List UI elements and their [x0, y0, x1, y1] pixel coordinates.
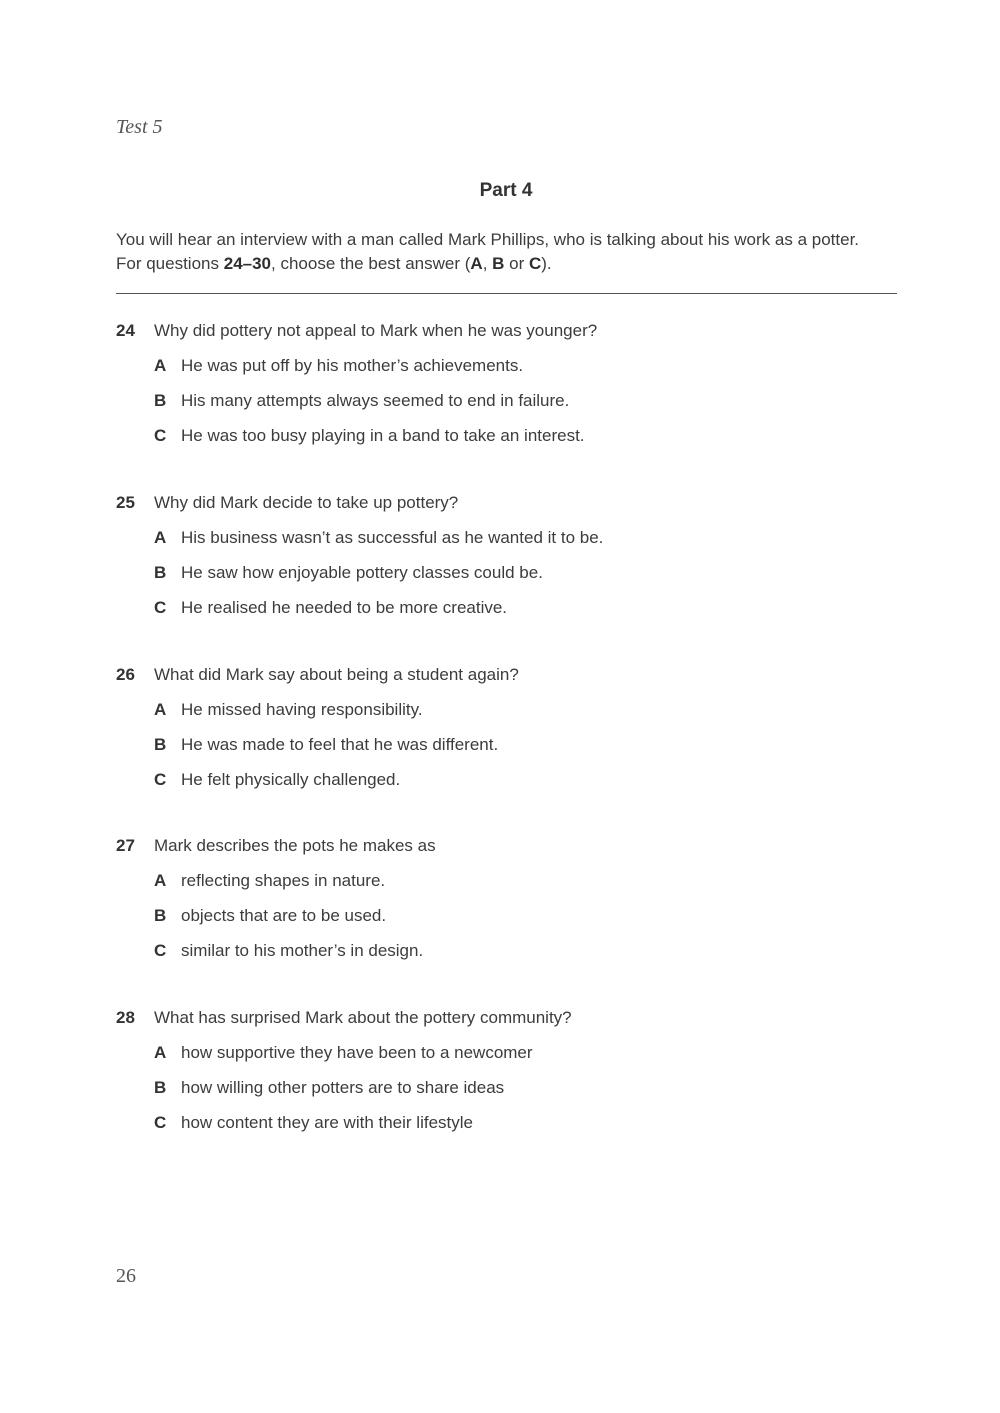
option-b[interactable] [116, 561, 916, 596]
option-a[interactable] [116, 354, 916, 389]
option-letter: B [154, 391, 167, 410]
option-letter: C [154, 770, 167, 789]
option-letter: A [154, 700, 167, 719]
question-stem: Why did Mark decide to take up pottery? [154, 493, 459, 512]
section-divider [116, 293, 897, 294]
question-stem: Why did pottery not appeal to Mark when he was younger? [154, 321, 598, 340]
option-text: He felt physically challenged. [181, 770, 401, 789]
question-28 [116, 1006, 916, 1146]
option-b[interactable] [116, 389, 916, 424]
option-text: He realised he needed to be more creative. [181, 598, 508, 617]
option-text: how supportive they have been to a newcomer [181, 1043, 533, 1062]
option-text: reflecting shapes in nature. [181, 871, 386, 890]
question-number: 25 [116, 493, 135, 512]
answer-letter-c: C [528, 254, 542, 273]
question-26 [116, 663, 916, 803]
question-25 [116, 491, 916, 631]
option-b[interactable] [116, 733, 916, 768]
instructions-sep-2: or [504, 254, 529, 273]
question-stem-row [116, 1006, 916, 1041]
option-c[interactable] [116, 939, 916, 974]
instructions-prefix: For questions [116, 254, 224, 273]
page-number: 26 [116, 1265, 136, 1287]
option-letter: C [154, 426, 167, 445]
option-letter: C [154, 1113, 167, 1132]
question-number: 27 [116, 836, 135, 855]
option-text: He was put off by his mother’s achievements. [181, 356, 524, 375]
option-text: how willing other potters are to share ideas [181, 1078, 505, 1097]
option-text: His business wasn’t as successful as he wanted it to be. [181, 528, 604, 547]
question-27 [116, 834, 916, 974]
option-a[interactable] [116, 869, 916, 904]
instructions-line-1: You will hear an interview with a man called Mark Phillips, who is talking about his work as a potter. [116, 230, 860, 249]
answer-letter-b: B [492, 254, 505, 273]
option-b[interactable] [116, 1076, 916, 1111]
answer-letter-a: A [470, 254, 483, 273]
instructions-line-2 [116, 252, 916, 276]
option-letter: B [154, 1078, 167, 1097]
question-stem: What has surprised Mark about the pottery community? [154, 1008, 572, 1027]
option-letter: B [154, 906, 167, 925]
option-b[interactable] [116, 904, 916, 939]
option-letter: A [154, 1043, 167, 1062]
option-letter: B [154, 735, 167, 754]
option-c[interactable] [116, 424, 916, 459]
option-a[interactable] [116, 526, 916, 561]
option-text: His many attempts always seemed to end in failure. [181, 391, 570, 410]
question-24 [116, 319, 916, 459]
instructions-sep-1: , [482, 254, 493, 273]
question-stem-row [116, 319, 916, 354]
option-text: He saw how enjoyable pottery classes could be. [181, 563, 543, 582]
option-text: He was too busy playing in a band to take an interest. [181, 426, 585, 445]
option-letter: A [154, 356, 167, 375]
option-text: how content they are with their lifestyle [181, 1113, 473, 1132]
question-stem-row [116, 663, 916, 698]
option-text: objects that are to be used. [181, 906, 387, 925]
option-letter: A [154, 871, 167, 890]
option-letter: B [154, 563, 167, 582]
option-c[interactable] [116, 596, 916, 631]
question-stem-row [116, 834, 916, 869]
option-c[interactable] [116, 1111, 916, 1146]
instructions-mid: , choose the best answer ( [271, 254, 471, 273]
question-number: 24 [116, 321, 135, 340]
question-range: 24–30 [223, 254, 272, 273]
option-letter: C [154, 941, 167, 960]
question-number: 26 [116, 665, 135, 684]
option-letter: A [154, 528, 167, 547]
question-stem: Mark describes the pots he makes as [154, 836, 436, 855]
option-a[interactable] [116, 698, 916, 733]
question-number: 28 [116, 1008, 135, 1027]
option-text: similar to his mother’s in design. [181, 941, 424, 960]
part-title: Part 4 [479, 180, 533, 201]
option-text: He missed having responsibility. [181, 700, 423, 719]
question-stem: What did Mark say about being a student again? [154, 665, 519, 684]
option-letter: C [154, 598, 167, 617]
option-text: He was made to feel that he was different. [181, 735, 499, 754]
question-stem-row [116, 491, 916, 526]
option-c[interactable] [116, 768, 916, 803]
option-a[interactable] [116, 1041, 916, 1076]
instructions-suffix: ). [541, 254, 552, 273]
instructions [116, 228, 916, 276]
running-head: Test 5 [116, 116, 163, 138]
